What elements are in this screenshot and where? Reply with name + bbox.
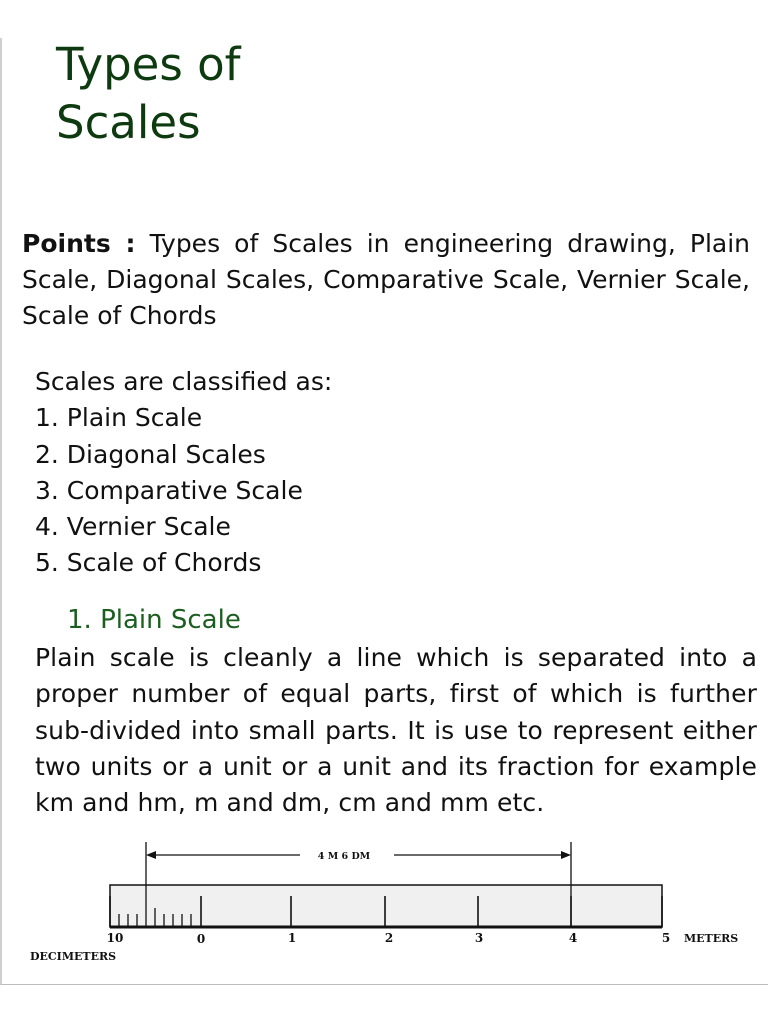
scale-label: 4 [568, 931, 578, 945]
scale-label: 1 [287, 931, 297, 945]
section-heading: 1. Plain Scale [67, 605, 241, 635]
scale-bar [110, 885, 662, 927]
plain-scale-diagram [0, 830, 768, 970]
list-item: 2. Diagonal Scales [35, 439, 266, 469]
page-title: Types of Scales [56, 38, 241, 149]
scale-label: 5 [661, 931, 671, 945]
units-label: METERS [684, 932, 739, 945]
points-paragraph [22, 226, 750, 334]
scale-label: 0 [196, 932, 206, 946]
arrowhead-left [146, 851, 156, 859]
classification-list [35, 364, 635, 582]
classification-intro: Scales are classified as: [35, 367, 333, 396]
scale-label: 3 [474, 931, 484, 945]
sub-units-label: DECIMETERS [30, 950, 117, 963]
points-label: Points : [22, 229, 136, 258]
arrowhead-right [561, 851, 571, 859]
list-item: 5. Scale of Chords [35, 548, 262, 578]
plain-scale-description: Plain scale is cleanly a line which is separated into a proper number of equal parts, first of which is further sub-divided into small parts. It is use to represent either two units or a unit or a unit and its fraction for example km and hm, m and dm, cm and mm etc. [35, 643, 757, 818]
list-item: 4. Vernier Scale [35, 512, 231, 542]
scale-label: 10 [106, 931, 124, 945]
scale-label: 2 [384, 931, 394, 945]
points-text: Types of Scales in engineering drawing, Plain Scale, Diagonal Scales, Comparative Scale, Vernier Scale, Scale of Chords [22, 229, 750, 330]
list-item: 3. Comparative Scale [35, 475, 303, 505]
plain-scale-figure [0, 830, 768, 970]
dimension-label: 4 M 6 DM [317, 851, 371, 862]
list-item: 1. Plain Scale [35, 403, 203, 433]
